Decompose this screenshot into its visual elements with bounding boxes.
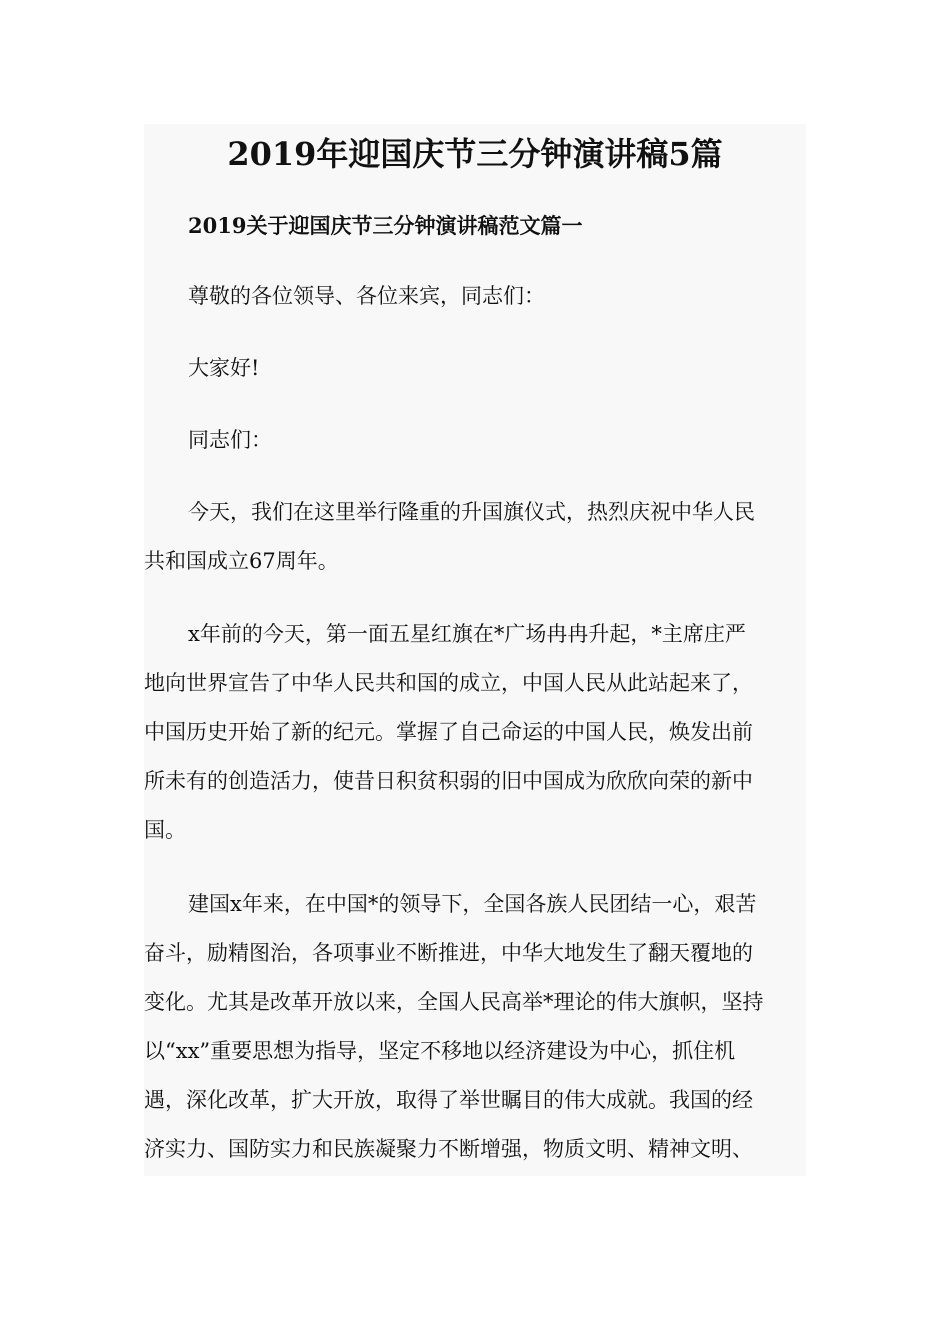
paragraph-line: x年前的今天，第一面五星红旗在*广场冉冉升起，*主席庄严	[188, 622, 746, 646]
paragraph-line: 济实力、国防实力和民族凝聚力不断增强，物质文明、精神文明、	[144, 1137, 753, 1161]
section-heading: 2019关于迎国庆节三分钟演讲稿范文篇一	[188, 213, 583, 238]
paragraph-history	[144, 610, 806, 855]
document-page	[144, 124, 806, 1176]
paragraph-achievements	[144, 880, 806, 1174]
paragraph-comrades	[144, 416, 806, 465]
paragraph-today	[144, 488, 806, 586]
paragraph-line: 今天，我们在这里举行隆重的升国旗仪式，热烈庆祝中华人民	[188, 500, 755, 524]
paragraph-line: 所未有的创造活力，使昔日积贫积弱的旧中国成为欣欣向荣的新中	[144, 769, 753, 793]
paragraph-line: 同志们：	[188, 428, 272, 452]
paragraph-line: 遇，深化改革，扩大开放，取得了举世瞩目的伟大成就。我国的经	[144, 1088, 753, 1112]
paragraph-line: 大家好!	[188, 356, 260, 380]
paragraph-line: 中国历史开始了新的纪元。掌握了自己命运的中国人民，焕发出前	[144, 720, 753, 744]
paragraph-hello	[144, 344, 806, 393]
paragraph-line: 变化。尤其是改革开放以来，全国人民高举*理论的伟大旗帜，坚持	[144, 990, 764, 1014]
paragraph-line: 以“xx”重要思想为指导，坚定不移地以经济建设为中心，抓住机	[144, 1039, 736, 1063]
paragraph-line: 地向世界宣告了中华人民共和国的成立，中国人民从此站起来了，	[144, 671, 753, 695]
paragraph-line: 共和国成立67周年。	[144, 549, 339, 573]
paragraph-line: 建国x年来，在中国*的领导下，全国各族人民团结一心，艰苦	[188, 892, 757, 916]
paragraph-greeting	[144, 272, 806, 321]
document-title: 2019年迎国庆节三分钟演讲稿5篇	[227, 135, 723, 173]
paragraph-line: 尊敬的各位领导、各位来宾，同志们：	[188, 284, 545, 308]
paragraph-line: 国。	[144, 818, 186, 842]
paragraph-line: 奋斗，励精图治，各项事业不断推进，中华大地发生了翻天覆地的	[144, 941, 753, 965]
